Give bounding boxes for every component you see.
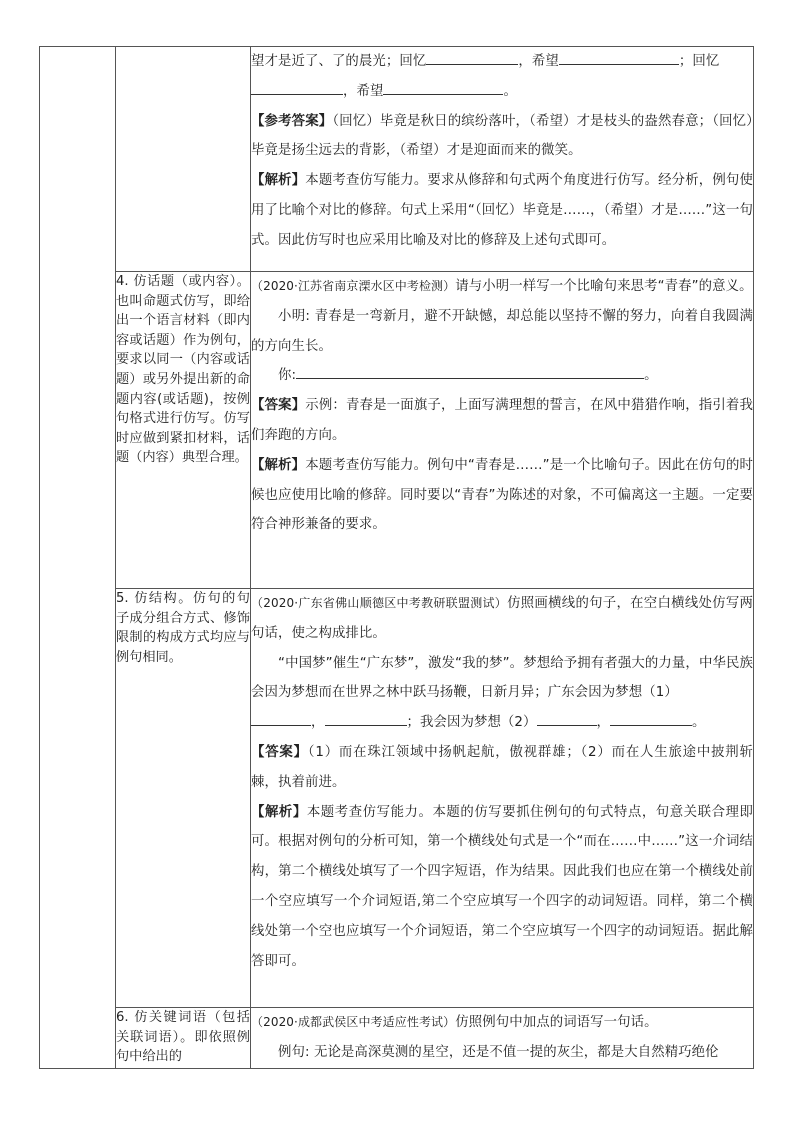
empty-category-cell — [40, 47, 116, 1069]
content-cell — [251, 47, 754, 272]
answer-blank — [251, 80, 343, 95]
question-paragraph — [251, 272, 753, 302]
method-cell — [116, 589, 251, 1008]
text-segment: ， — [311, 715, 325, 731]
answer-blank — [296, 364, 644, 379]
analysis-paragraph — [251, 166, 753, 255]
question-paragraph — [251, 1008, 753, 1038]
analysis-text: 本题考查仿写能力。本题的仿写要抓住例句的句式特点，句意关联合理即可。根据对例句的分析可知，第一个横线处句式是一个“而在……中……”这一介词结构，第二个横线处填写了一个四字短语，作为结果。因此我们也应在第一个横线处前一个空应填写一个介词短语,第二个空应填写一个四字的动词短语。同样，第二个横线处第一个空也应填写一个介词短语，第二个空应填写一个四字的动词短语。据此解答即可。 — [251, 804, 754, 969]
text-segment: ；我会因为梦想（2） — [406, 715, 537, 731]
analysis-text: 本题考查仿写能力。例句中“青春是……”是一个比喻句子。因此在仿句的时候也应使用比喻的修辞。同时要以“青春”为陈述的对象，不可偏离这一主题。一定要符合神形兼备的要求。 — [251, 457, 753, 533]
method-cell — [116, 272, 251, 589]
answer-blank — [426, 50, 518, 65]
answer-tag: 【答案】 — [251, 744, 308, 760]
answer-blank — [325, 711, 407, 726]
answer-tag: 【参考答案】 — [251, 113, 333, 129]
answer-blank — [251, 711, 311, 726]
text-segment: 。 — [503, 83, 517, 99]
analysis-tag: 【解析】 — [251, 173, 306, 189]
text-segment: 。 — [692, 715, 706, 731]
document-table — [39, 46, 754, 1069]
analysis-paragraph — [251, 798, 753, 977]
question-source: （2020·成都武侯区中考适应性考试） — [251, 1015, 456, 1029]
answer-paragraph — [251, 107, 753, 167]
text-segment: ， — [596, 715, 611, 731]
content-cell — [251, 589, 754, 1008]
method-description: 4. 仿话题（或内容）。也叫命题式仿写，即给出一个语言材料（即内容或话题）作为例句，要求以同一（内容或话题）或另外提出新的命题内容(或话题)，按例句格式进行仿写。仿写时应做到紧扣材料，话题（内容）典型合理。 — [116, 274, 250, 466]
text-segment: ，希望 — [518, 54, 559, 69]
empty-method-cell — [116, 47, 251, 272]
question-text: 仿照画横线的句子，在空白横线处仿写两句话，使之构成排比。 — [251, 596, 753, 641]
table-row — [40, 1008, 754, 1069]
answer-blank — [610, 711, 692, 726]
answer-paragraph — [251, 738, 753, 798]
answer-blank — [537, 711, 597, 726]
answer-tag: 【答案】 — [251, 398, 306, 414]
material-paragraph — [251, 649, 753, 738]
table-row — [40, 589, 754, 1008]
example-paragraph — [251, 302, 753, 362]
answer-paragraph — [251, 391, 753, 451]
question-text: 仿照例句中加点的词语写一句话。 — [455, 1015, 658, 1030]
fill-line — [251, 361, 753, 391]
method-cell — [116, 1008, 251, 1069]
text-segment: ，希望 — [343, 83, 384, 99]
text-segment: ；回忆 — [678, 54, 720, 69]
analysis-paragraph — [251, 451, 753, 540]
method-description: 6. 仿关键词语（包括关联词语）。即依照例句中给出的 — [116, 1010, 250, 1065]
answer-blank — [383, 80, 503, 95]
table-row — [40, 272, 754, 589]
table-row — [40, 47, 754, 272]
material-text: “中国梦”催生“广东梦”，激发“我的梦”。梦想给予拥有者强大的力量，中华民族会因为梦想而在世界之林中跃马扬鞭，日新月异；广东会因为梦想（1） — [251, 655, 753, 701]
question-paragraph — [251, 589, 753, 649]
question-source: （2020·江苏省南京溧水区中考检测） — [251, 279, 456, 293]
answer-blank — [559, 50, 679, 65]
example-paragraph — [251, 1038, 753, 1068]
analysis-tag: 【解析】 — [251, 804, 307, 820]
method-description: 5. 仿结构。仿句的句子成分组合方式、修饰限制的构成方式均应与例句相同。 — [116, 591, 250, 665]
analysis-tag: 【解析】 — [251, 457, 306, 473]
content-cell — [251, 1008, 754, 1069]
answer-text: 示例：青春是一面旗子，上面写满理想的誓言，在风中猎猎作响，指引着我们奔跑的方向。 — [251, 398, 753, 443]
question-line — [251, 47, 753, 107]
answer-text: （回忆）毕竟是秋日的缤纷落叶，（希望）才是枝头的盎然春意；（回忆）毕竟是扬尘远去的背影，（希望）才是迎面而来的微笑。 — [251, 113, 753, 159]
question-source: （2020·广东省佛山顺德区中考教研联盟测试） — [251, 596, 508, 610]
answer-text: （1）而在珠江领域中扬帆起航，傲视群雄；（2）而在人生旅途中披荆斩棘，执着前进。 — [251, 744, 754, 790]
question-text: 请与小明一样写一个比喻句来思考“青春”的意义。 — [455, 279, 753, 294]
content-cell — [251, 272, 754, 589]
analysis-text: 本题考查仿写能力。要求从修辞和句式两个角度进行仿写。经分析，例句使用了比喻个对比的修辞。句式上采用“（回忆）毕竟是……，（希望）才是……”这一句式。因此仿写时也应采用比喻及对比的修辞及上述句式即可。 — [251, 173, 753, 248]
example-text: 小明: 青春是一弯新月，避不开缺憾，却总能以坚持不懈的努力，向着自我圆满的方向生长。 — [251, 308, 753, 354]
example-text: 例句: 无论是高深莫测的星空，还是不值一提的灰尘，都是大自然精巧绝伦 — [278, 1044, 719, 1060]
text-segment: 望才是近了、了的晨光；回忆 — [251, 54, 427, 69]
text-segment: 。 — [644, 368, 658, 384]
you-label: 你: — [278, 368, 297, 384]
